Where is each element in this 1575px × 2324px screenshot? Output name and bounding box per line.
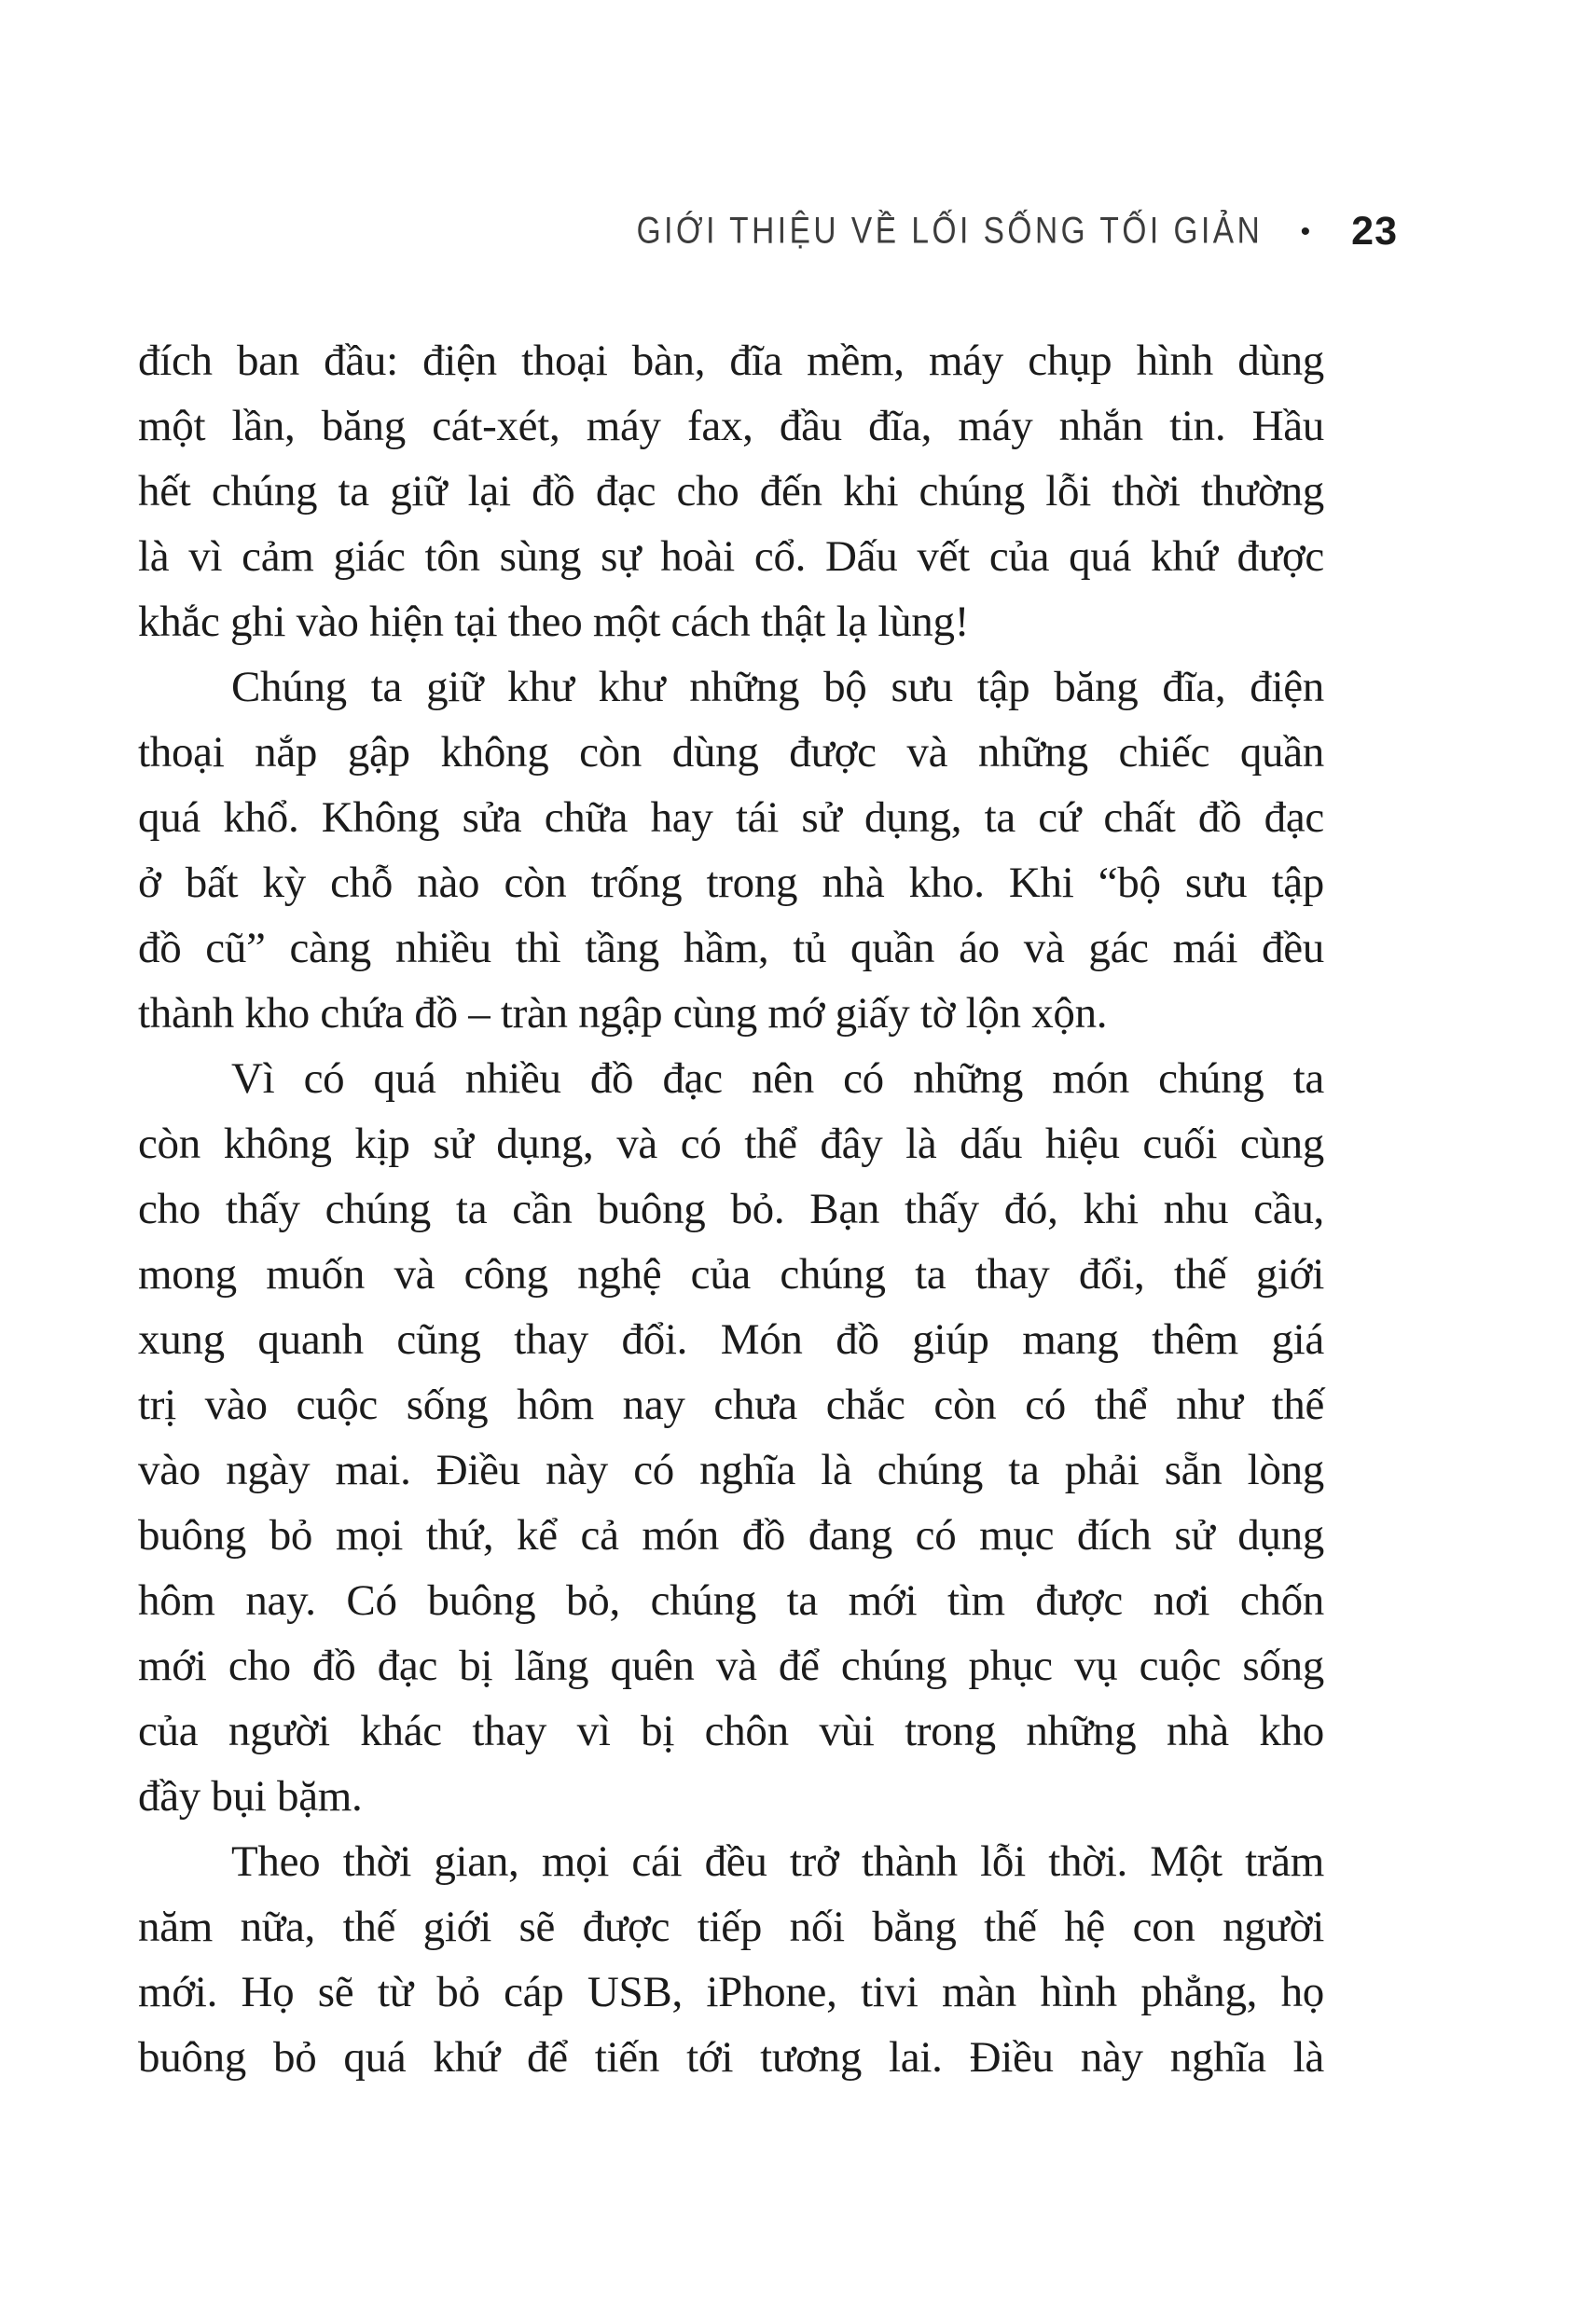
header-separator-dot: • xyxy=(1300,215,1311,247)
text-line: đích ban đầu: điện thoại bàn, đĩa mềm, máy chụp hình dùng xyxy=(138,337,1324,385)
text-line: xung quanh cũng thay đổi. Món đồ giúp mang thêm giá xyxy=(138,1315,1324,1364)
paragraph xyxy=(138,1046,1324,1829)
page-header xyxy=(0,209,1398,254)
text-line: mới cho đồ đạc bị lãng quên và để chúng phục vụ cuộc sống xyxy=(138,1642,1324,1690)
body-text-block xyxy=(138,328,1324,2090)
running-title: GIỚI THIỆU VỀ LỐI SỐNG TỐI GIẢN xyxy=(636,210,1264,253)
text-line: năm nữa, thế giới sẽ được tiếp nối bằng thế hệ con người xyxy=(138,1903,1324,1951)
text-line: trị vào cuộc sống hôm nay chưa chắc còn có thể như thế xyxy=(138,1381,1324,1429)
text-line: của người khác thay vì bị chôn vùi trong những nhà kho xyxy=(138,1707,1324,1755)
page-number: 23 xyxy=(1351,209,1398,254)
text-line: đồ cũ” càng nhiều thì tầng hầm, tủ quần áo và gác mái đều xyxy=(138,924,1324,972)
text-line: còn không kịp sử dụng, và có thể đây là dấu hiệu cuối cùng xyxy=(138,1120,1324,1168)
text-line: Chúng ta giữ khư khư những bộ sưu tập băng đĩa, điện xyxy=(231,663,1324,711)
text-line: hôm nay. Có buông bỏ, chúng ta mới tìm được nơi chốn xyxy=(138,1576,1324,1625)
text-line: quá khổ. Không sửa chữa hay tái sử dụng, ta cứ chất đồ đạc xyxy=(138,793,1324,842)
text-line: ở bất kỳ chỗ nào còn trống trong nhà kho. Khi “bộ sưu tập xyxy=(138,859,1324,907)
text-line: là vì cảm giác tôn sùng sự hoài cổ. Dấu vết của quá khứ được xyxy=(138,532,1324,581)
paragraph xyxy=(138,654,1324,1046)
text-line: vào ngày mai. Điều này có nghĩa là chúng ta phải sẵn lòng xyxy=(138,1446,1324,1494)
text-line: khắc ghi vào hiện tại theo một cách thật lạ lùng! xyxy=(138,598,970,646)
text-line: buông bỏ quá khứ để tiến tới tương lai. Điều này nghĩa là xyxy=(138,2033,1324,2082)
text-line: hết chúng ta giữ lại đồ đạc cho đến khi chúng lỗi thời thường xyxy=(138,467,1324,516)
paragraph xyxy=(138,1829,1324,2090)
text-line: Theo thời gian, mọi cái đều trở thành lỗi thời. Một trăm xyxy=(231,1837,1324,1886)
text-line: thành kho chứa đồ – tràn ngập cùng mớ giấy tờ lộn xộn. xyxy=(138,989,1108,1038)
text-line: cho thấy chúng ta cần buông bỏ. Bạn thấy đó, khi nhu cầu, xyxy=(138,1185,1324,1233)
text-line: thoại nắp gập không còn dùng được và những chiếc quần xyxy=(138,728,1324,777)
text-line: Vì có quá nhiều đồ đạc nên có những món chúng ta xyxy=(231,1054,1324,1103)
text-line: một lần, băng cát-xét, máy fax, đầu đĩa, máy nhắn tin. Hầu xyxy=(138,402,1324,450)
text-line: mong muốn và công nghệ của chúng ta thay đổi, thế giới xyxy=(138,1250,1324,1299)
text-line: đầy bụi bặm. xyxy=(138,1772,363,1821)
paragraph xyxy=(138,328,1324,654)
text-line: mới. Họ sẽ từ bỏ cáp USB, iPhone, tivi màn hình phẳng, họ xyxy=(138,1968,1324,2016)
text-line: buông bỏ mọi thứ, kể cả món đồ đang có mục đích sử dụng xyxy=(138,1511,1324,1560)
